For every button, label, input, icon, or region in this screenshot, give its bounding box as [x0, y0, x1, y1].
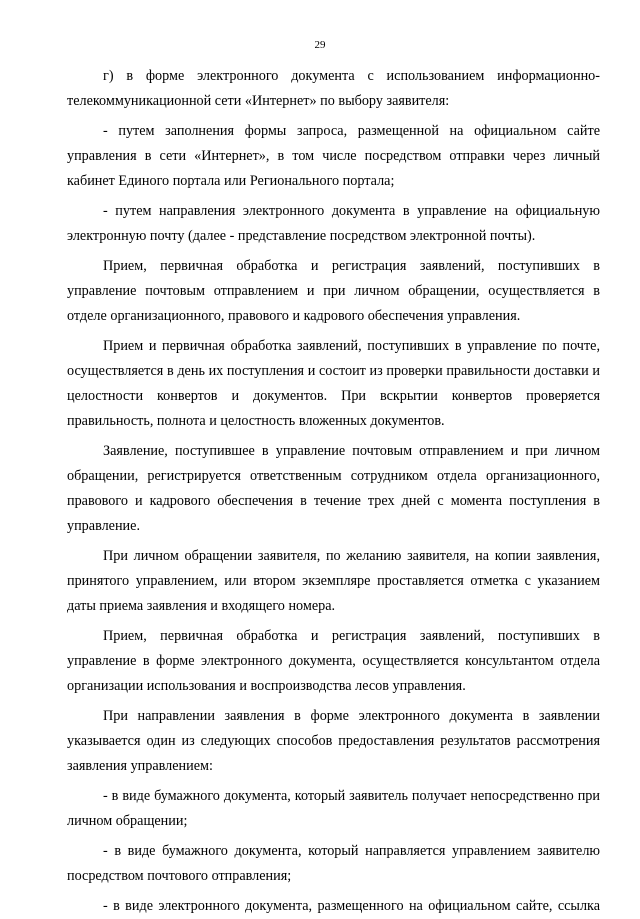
paragraph-mail-processing: Прием и первичная обработка заявлений, поступивших в управление по почте, осуществляется в день их поступления и состоит из проверки правильности доставки и целостности конвертов и документов. При вскрытии конвертов проверяется правильность, полнота и целостность вложенных документов. [67, 338, 600, 429]
paragraph-electronic-form: г) в форме электронного документа с использованием информационно-телекоммуникационной сети «Интернет» по выбору заявителя: [67, 68, 600, 109]
paragraph-request-form: - путем заполнения формы запроса, размещенной на официальном сайте управления в сети «Интернет», в том числе посредством отправки через личный кабинет Единого портала или Регионального портала; [67, 123, 600, 189]
paragraph-electronic-registration: Прием, первичная обработка и регистрация заявлений, поступивших в управление в форме электронного документа, осуществляется консультантом отдела организации использования и воспроизводства лесов управления. [67, 628, 600, 694]
paragraph-registration: Прием, первичная обработка и регистрация заявлений, поступивших в управление почтовым отправлением и при личном обращении, осуществляется в отделе организационного, правового и кадрового обеспечения управления. [67, 258, 600, 324]
paragraph-personal-visit: При личном обращении заявителя, по желанию заявителя, на копии заявления, принятого управлением, или втором экземпляре проставляется отметка с указанием даты приема заявления и входящего номера. [67, 548, 600, 614]
document-body [67, 64, 600, 919]
paragraph-paper-mail: - в виде бумажного документа, который направляется управлением заявителю посредством почтового отправления; [67, 843, 600, 884]
paragraph-result-methods: При направлении заявления в форме электронного документа в заявлении указывается один из следующих способов предоставления результатов рассмотрения заявления управлением: [67, 708, 600, 774]
paragraph-application-registration: Заявление, поступившее в управление почтовым отправлением и при личном обращении, регистрируется ответственным сотрудником отдела организационного, правового и кадрового обеспечения в течение трех дней с момента поступления в управление. [67, 443, 600, 534]
page-number: 29 [314, 39, 326, 51]
paragraph-paper-personal: - в виде бумажного документа, который заявитель получает непосредственно при личном обращении; [67, 788, 600, 829]
paragraph-electronic-site: - в виде электронного документа, размещенного на официальном сайте, ссылка [103, 898, 600, 914]
paragraph-email: - путем направления электронного документа в управление на официальную электронную почту (далее - представление посредством электронной почты). [67, 203, 600, 244]
